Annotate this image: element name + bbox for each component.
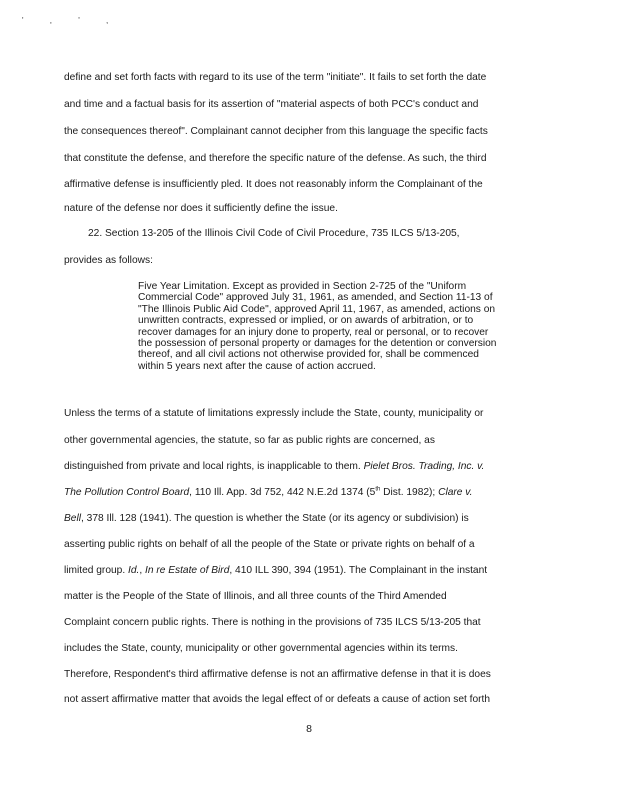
text-span: , 110 Ill. App. 3d 752, 442 N.E.2d 1374 (5 [189, 487, 376, 498]
text-line: define and set forth facts with regard to its use of the term "initiate". It fails to set forth the date [64, 72, 487, 83]
text-line [64, 565, 487, 577]
text-span: , 378 Ill. 128 (1941). The question is whether the State (or its agency or subdivision) is [81, 513, 469, 524]
quote-line: recover damages for an injury done to property, real or personal, or to recover [138, 326, 489, 338]
text-line: 22. Section 13-205 of the Illinois Civil Code of Civil Procedure, 735 ILCS 5/13-205, [88, 228, 460, 239]
text-span: distinguished from private and local rights, is inapplicable to them. [64, 461, 364, 472]
case-citation: In re Estate of Bird [145, 565, 230, 576]
statute-block-quote [138, 281, 496, 372]
superscript: th [375, 486, 381, 493]
quote-line: "The Illinois Public Aid Code", approved April 11, 1967, as amended, actions on [138, 303, 496, 315]
text-line: asserting public rights on behalf of all the people of the State or private rights on behalf of a [64, 539, 475, 550]
quote-line: thereof, and all civil actions not otherwise provided for, shall be commenced [138, 349, 479, 361]
text-span: , [139, 565, 145, 576]
quote-line: Five Year Limitation. Except as provided in Section 2-725 of the "Uniform [138, 281, 467, 292]
quote-line: unwritten contracts, expressed or implied, or on awards of arbitration, or to [138, 315, 474, 327]
text-line: includes the State, county, municipality or other governmental agencies within its terms. [64, 643, 458, 654]
text-line: matter is the People of the State of Illinois, and all three counts of the Third Amended [64, 591, 447, 602]
text-line: Unless the terms of a statute of limitations expressly include the State, county, municipality or [64, 408, 484, 419]
page-number: 8 [306, 723, 312, 735]
header-marks: ' , ' , [22, 16, 121, 25]
text-line: the consequences thereof". Complainant cannot decipher from this language the specific facts [64, 126, 488, 137]
quote-line: within 5 years next after the cause of action accrued. [138, 360, 376, 372]
quote-line: the possession of personal property or damages for the detention or conversion [138, 337, 497, 349]
text-line: nature of the defense nor does it sufficiently define the issue. [64, 203, 338, 214]
case-citation: Pielet Bros. Trading, Inc. v. [363, 461, 485, 472]
text-line: affirmative defense is insufficiently pled. It does not reasonably inform the Complainant of the [64, 179, 483, 190]
case-citation: Id. [128, 565, 140, 576]
case-citation: The Pollution Control Board [64, 487, 190, 498]
text-line: and time and a factual basis for its assertion of "material aspects of both PCC's conduct and [64, 99, 479, 110]
text-line [64, 513, 469, 525]
text-line: not assert affirmative matter that avoids the legal effect of or defeats a cause of action set forth [64, 694, 491, 705]
text-line: provides as follows: [64, 255, 153, 266]
text-span: , 410 ILL 390, 394 (1951). The Complainant in the instant [229, 565, 488, 576]
text-line: that constitute the defense, and therefore the specific nature of the defense. As such, the third [64, 153, 487, 164]
quote-line: Commercial Code" approved July 31, 1961, as amended, and Section 11-13 of [138, 292, 493, 304]
text-span: limited group. [64, 565, 128, 576]
text-span: Dist. 1982); [380, 487, 439, 498]
case-citation: Clare v. [438, 487, 473, 498]
case-citation: Bell [64, 513, 81, 524]
text-line [64, 487, 472, 499]
text-line: other governmental agencies, the statute, so far as public rights are concerned, as [64, 435, 435, 446]
text-line: Therefore, Respondent's third affirmative defense is not an affirmative defense in that it is does [64, 669, 491, 680]
text-line [64, 461, 484, 473]
text-line: Complaint concern public rights. There is nothing in the provisions of 735 ILCS 5/13-205 that [64, 617, 481, 628]
